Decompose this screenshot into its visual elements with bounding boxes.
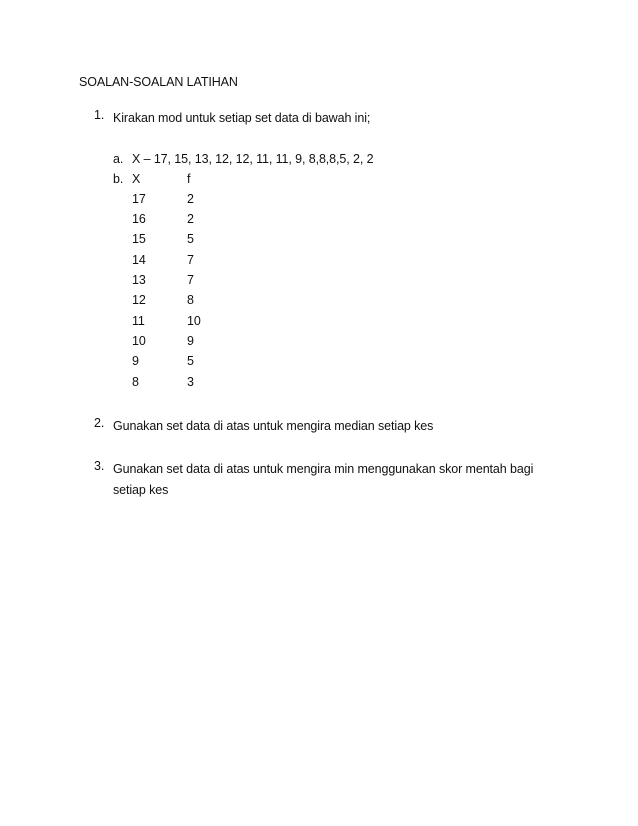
page-title: SOALAN-SOALAN LATIHAN	[79, 75, 238, 89]
table-cell-x: 9	[132, 354, 139, 368]
table-cell-f: 9	[187, 334, 194, 348]
question-number: 2.	[94, 416, 105, 430]
table-cell-f: 10	[187, 314, 201, 328]
table-cell-f: 8	[187, 293, 194, 307]
question-number: 3.	[94, 459, 105, 473]
question-number: 1.	[94, 108, 105, 122]
subquestion-letter: a.	[113, 152, 124, 166]
table-cell-x: 13	[132, 273, 146, 287]
table-cell-f: 2	[187, 192, 194, 206]
table-cell-f: 7	[187, 273, 194, 287]
table-cell-f: 5	[187, 232, 194, 246]
question-text: Kirakan mod untuk setiap set data di bawah ini;	[113, 111, 371, 125]
table-cell-x: 11	[132, 314, 145, 328]
table-cell-f: 7	[187, 253, 194, 267]
question-text: Gunakan set data di atas untuk mengira median setiap kes	[113, 419, 434, 433]
table-cell-f: 5	[187, 354, 194, 368]
table-cell-x: 16	[132, 212, 146, 226]
subquestion-letter: b.	[113, 172, 124, 186]
table-cell-x: 17	[132, 192, 146, 206]
table-cell-x: 8	[132, 375, 139, 389]
table-cell-x: 12	[132, 293, 146, 307]
table-header-f: f	[187, 172, 191, 186]
table-cell-x: 14	[132, 253, 146, 267]
table-cell-f: 2	[187, 212, 194, 226]
table-cell-f: 3	[187, 375, 194, 389]
subquestion-text: X – 17, 15, 13, 12, 12, 11, 11, 9, 8,8,8,5, 2, 2	[132, 152, 374, 166]
question-text: Gunakan set data di atas untuk mengira min menggunakan skor mentah bagi setiap kes	[113, 462, 534, 497]
table-cell-x: 15	[132, 232, 146, 246]
table-header-x: X	[132, 172, 141, 186]
table-cell-x: 10	[132, 334, 146, 348]
